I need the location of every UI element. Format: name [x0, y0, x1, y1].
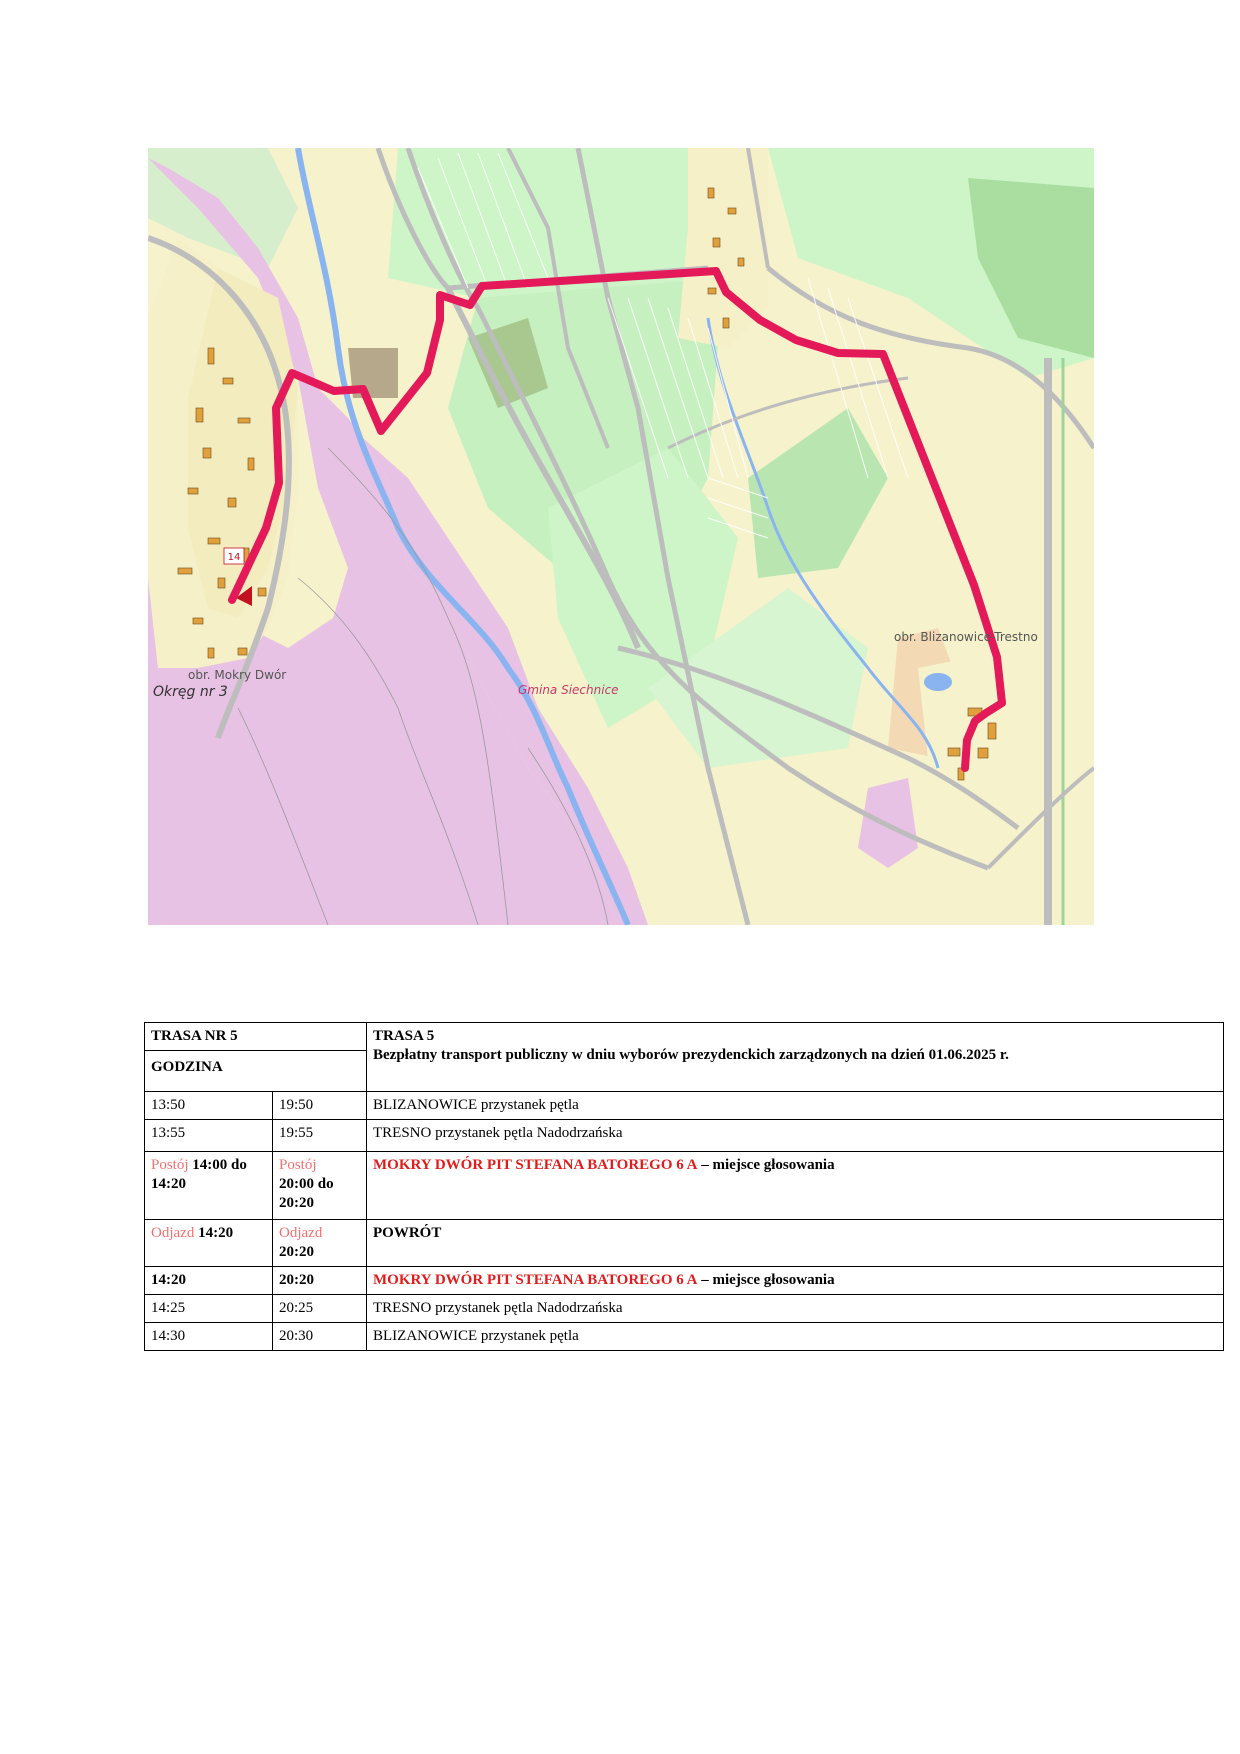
departure-time: 20:20: [279, 1244, 314, 1260]
time-cell-2: 19:55: [273, 1120, 367, 1152]
map-label-mokry-dwor: obr. Mokry Dwór: [188, 668, 287, 682]
departure-label: Odjazd: [279, 1225, 323, 1241]
time-cell-2: 20:25: [273, 1295, 367, 1323]
return-label-cell: POWRÓT: [367, 1220, 1224, 1267]
time-cell-1: [145, 1220, 273, 1267]
time-cell-1: 13:55: [145, 1120, 273, 1152]
map-graphic: [148, 148, 1094, 925]
hour-label-cell: GODZINA: [145, 1051, 367, 1092]
stop-cell: [367, 1267, 1224, 1295]
route-title: TRASA 5: [373, 1028, 435, 1044]
stop-cell: TRESNO przystanek pętla Nadodrzańska: [367, 1120, 1224, 1152]
time-cell-2: [273, 1220, 367, 1267]
pond: [924, 673, 952, 691]
time-cell-1: 13:50: [145, 1092, 273, 1120]
table-row-departure: [145, 1220, 1224, 1267]
departure-label: Odjazd: [151, 1225, 195, 1241]
map-label-gmina: Gmina Siechnice: [518, 683, 619, 697]
polling-place-suffix: – miejsce głosowania: [701, 1157, 835, 1173]
stop-time: 14:00 do 14:20: [151, 1157, 247, 1192]
time-cell-2: 20:30: [273, 1323, 367, 1351]
time-cell-2: [273, 1152, 367, 1220]
stop-time: 20:00 do 20:20: [279, 1176, 334, 1211]
table-row-stop: [145, 1152, 1224, 1220]
table-row: [145, 1267, 1224, 1295]
time-cell-2: 20:20: [273, 1267, 367, 1295]
stop-cell: [367, 1152, 1224, 1220]
polling-place-name: MOKRY DWÓR PIT STEFANA BATOREGO 6 A: [373, 1157, 698, 1173]
polling-place-name: MOKRY DWÓR PIT STEFANA BATOREGO 6 A: [373, 1272, 698, 1288]
stop-cell: TRESNO przystanek pętla Nadodrzańska: [367, 1295, 1224, 1323]
stop-cell: BLIZANOWICE przystanek pętla: [367, 1092, 1224, 1120]
time-cell-1: 14:25: [145, 1295, 273, 1323]
departure-time: 14:20: [198, 1225, 234, 1241]
time-cell-1: [145, 1152, 273, 1220]
road-number-label: 14: [227, 552, 241, 563]
time-cell-2: 19:50: [273, 1092, 367, 1120]
map-label-district: Okręg nr 3: [153, 684, 228, 700]
route-map: [148, 148, 1094, 925]
stop-label: Postój: [151, 1157, 189, 1173]
stop-label: Postój: [279, 1157, 317, 1173]
time-cell-1: 14:30: [145, 1323, 273, 1351]
table-row: [145, 1092, 1224, 1120]
table-row: [145, 1120, 1224, 1152]
route-subtitle: Bezpłatny transport publiczny w dniu wyborów prezydenckich zarządzonych na dzień 01.06.2025 r.: [373, 1047, 1009, 1063]
stop-cell: BLIZANOWICE przystanek pętla: [367, 1323, 1224, 1351]
table-row: [145, 1295, 1224, 1323]
map-label-blizanowice: obr. Blizanowice-Trestno: [894, 630, 1038, 644]
polling-place-suffix: – miejsce głosowania: [701, 1272, 835, 1288]
route-title-cell: [367, 1023, 1224, 1092]
time-cell-1: 14:20: [145, 1267, 273, 1295]
table-row: [145, 1323, 1224, 1351]
schedule-table: [144, 1022, 1224, 1351]
table-header-row: [145, 1023, 1224, 1051]
route-number-cell: TRASA NR 5: [145, 1023, 367, 1051]
